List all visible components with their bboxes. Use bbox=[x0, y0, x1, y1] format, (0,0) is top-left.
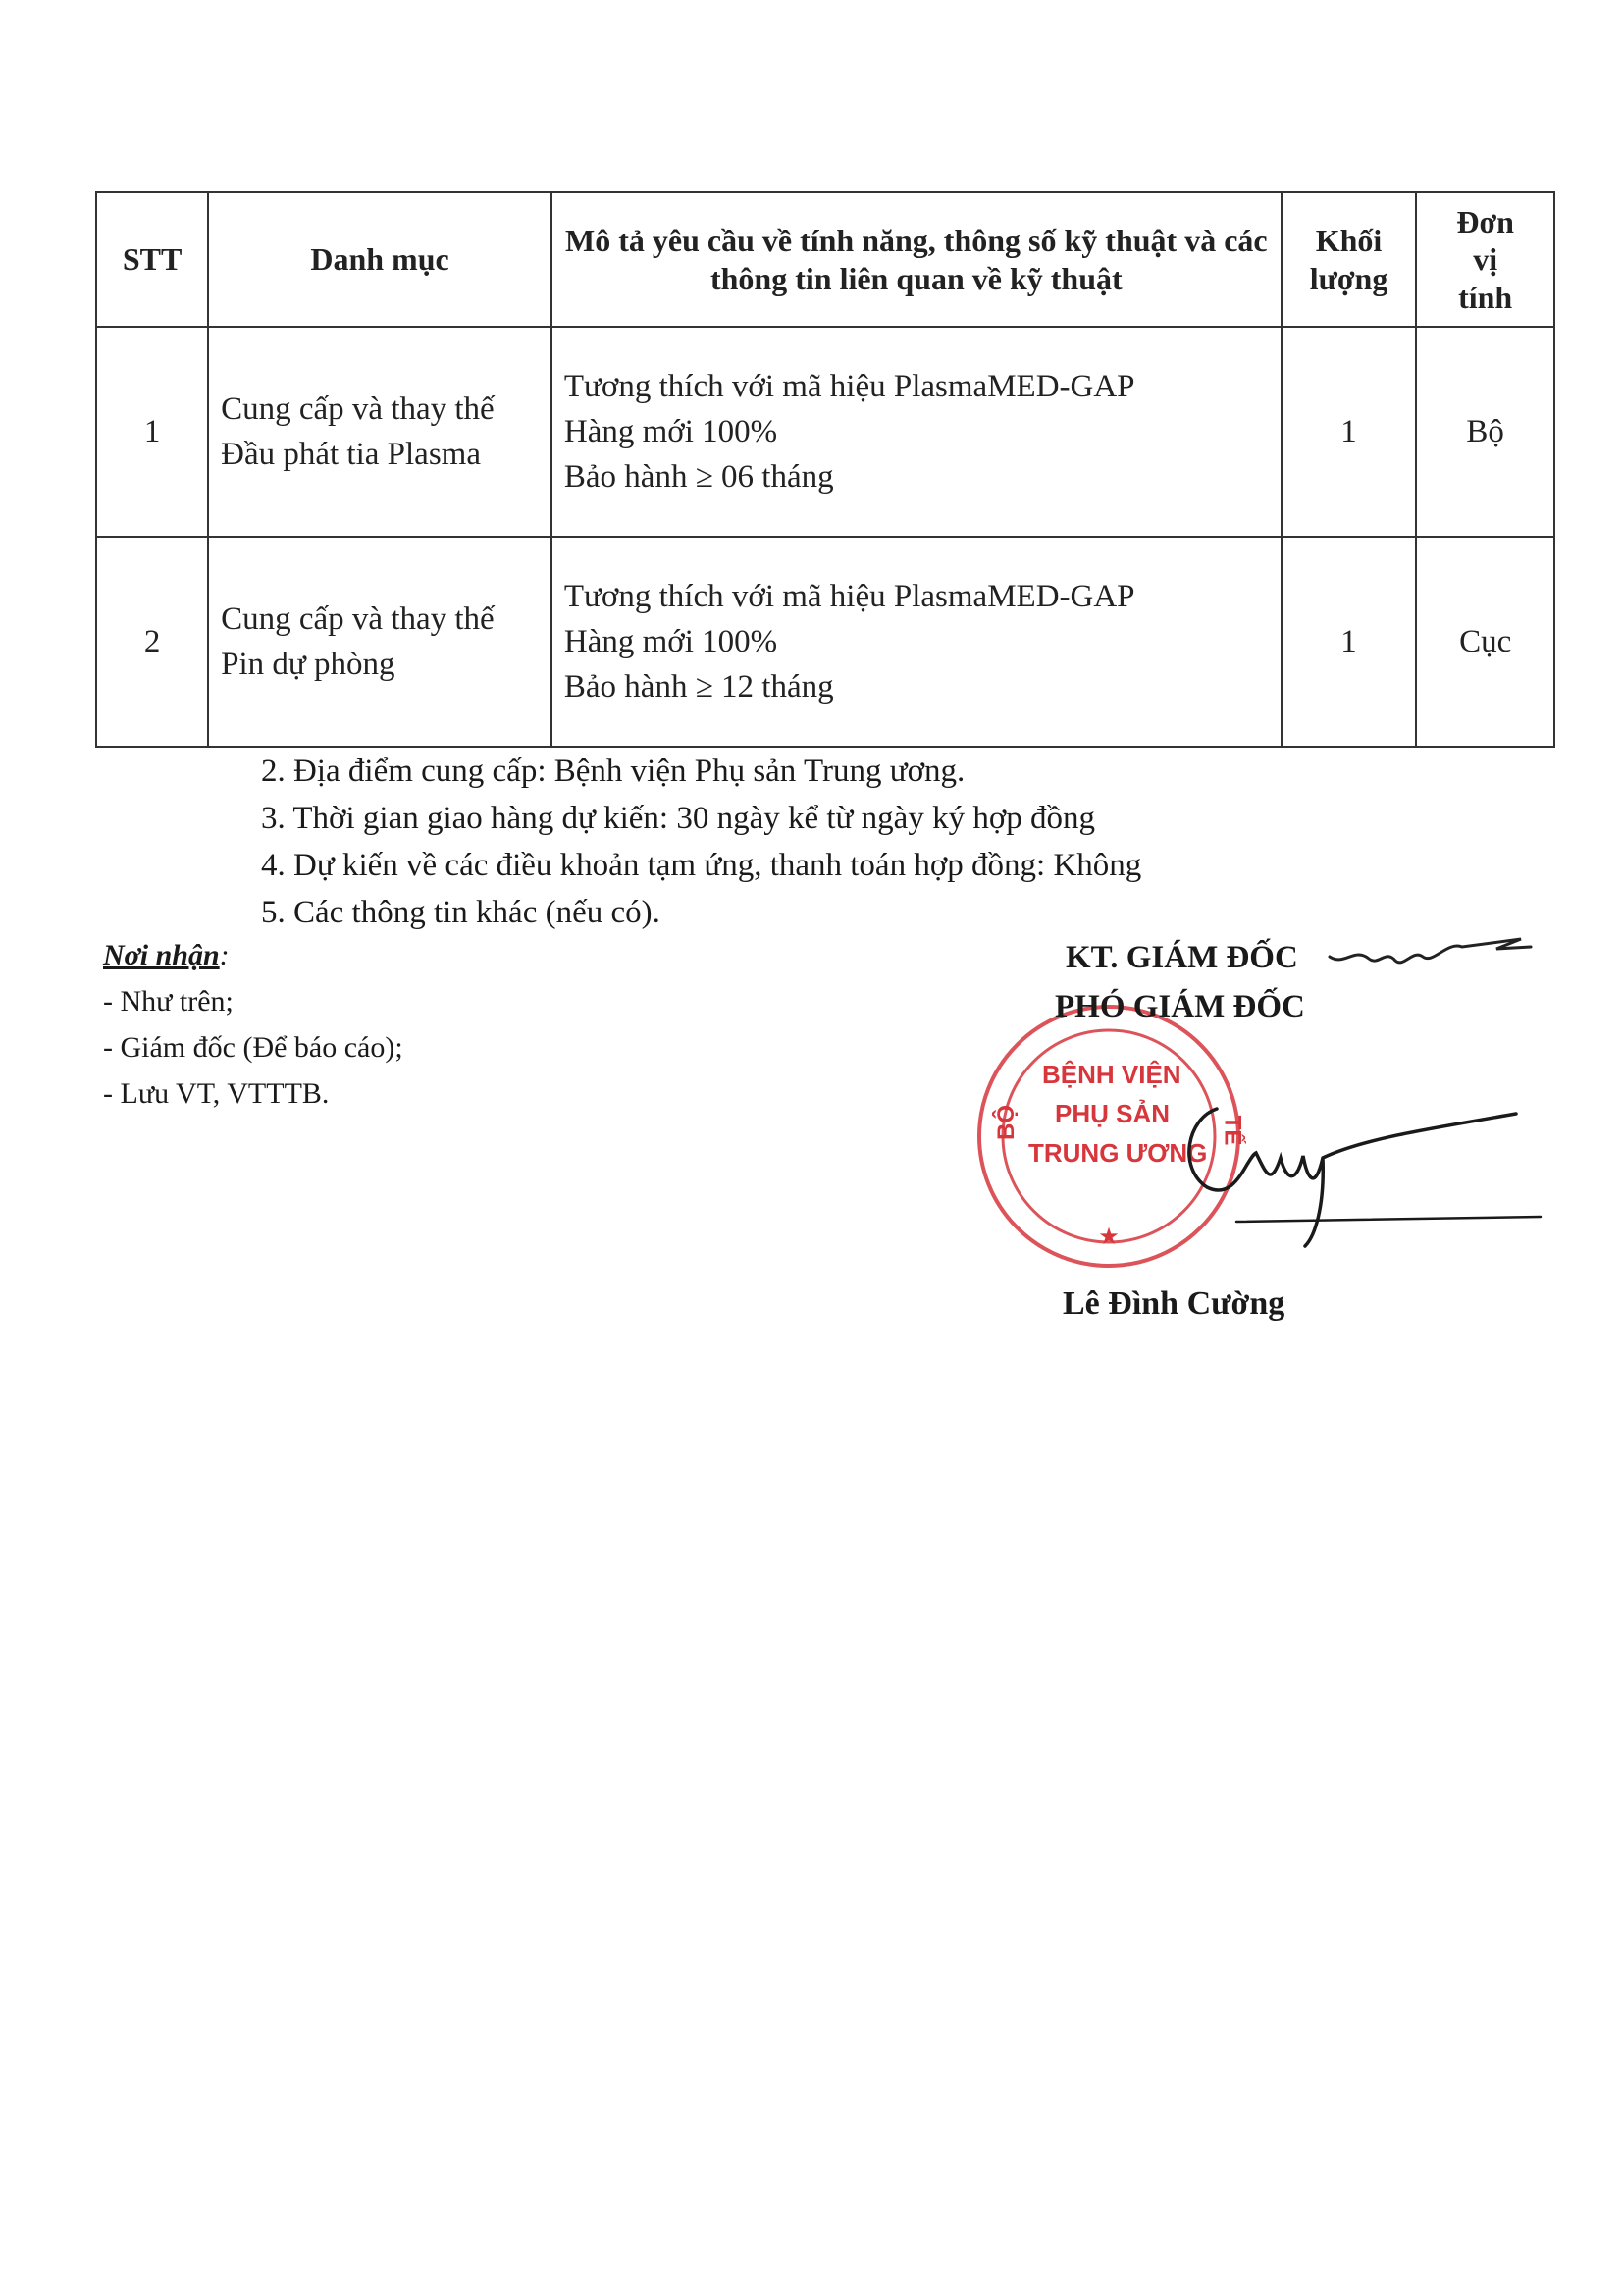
note-item: 3. Thời gian giao hàng dự kiến: 30 ngày kể từ ngày ký hợp đồng bbox=[261, 801, 1096, 836]
header-stt: STT bbox=[96, 192, 208, 327]
cell-danh-muc bbox=[208, 327, 551, 537]
signer-name: Lê Đình Cường bbox=[1063, 1285, 1285, 1322]
cell-text-line: Đầu phát tia Plasma bbox=[221, 437, 481, 472]
cell-mo-ta bbox=[551, 537, 1282, 747]
recipients-heading bbox=[103, 932, 403, 978]
cell-stt: 2 bbox=[96, 537, 208, 747]
cell-text-line: Hàng mới 100% bbox=[563, 413, 778, 449]
notes-list bbox=[261, 748, 1141, 936]
cell-text-line: Tương thích với mã hiệu PlasmaMED-GAP bbox=[563, 368, 1135, 404]
cell-stt: 1 bbox=[96, 327, 208, 537]
paraph-mark bbox=[1325, 927, 1541, 986]
cell-don-vi: Bộ bbox=[1416, 327, 1554, 537]
cell-text-line: Tương thích với mã hiệu PlasmaMED-GAP bbox=[563, 578, 1135, 614]
cell-don-vi: Cục bbox=[1416, 537, 1554, 747]
cell-text-line: Pin dự phòng bbox=[221, 647, 395, 682]
cell-text-line: Bảo hành ≥ 06 tháng bbox=[563, 459, 834, 496]
header-don-line: Đơn bbox=[1456, 203, 1514, 239]
cell-text-line: Bảo hành ≥ 12 tháng bbox=[563, 669, 834, 705]
cell-khoi-luong: 1 bbox=[1282, 327, 1417, 537]
header-don-line: tính bbox=[1458, 279, 1513, 315]
note-item: 2. Địa điểm cung cấp: Bệnh viện Phụ sản Trung ương. bbox=[261, 754, 966, 789]
recipient-item: - Như trên; bbox=[103, 985, 234, 1018]
stamp-text-line: TRUNG ƯƠNG bbox=[1028, 1138, 1208, 1168]
recipients-title-suffix: : bbox=[219, 939, 230, 971]
header-danh-muc: Danh mục bbox=[208, 192, 551, 327]
header-mo-ta-line: thông tin liên quan về kỹ thuật bbox=[709, 260, 1123, 296]
header-khoi-luong bbox=[1282, 192, 1417, 327]
header-don-vi-tinh bbox=[1416, 192, 1554, 327]
header-khoi-line: Khối bbox=[1315, 223, 1383, 259]
header-don-line: vị bbox=[1473, 241, 1498, 278]
recipients-block bbox=[103, 932, 403, 1117]
header-khoi-line: lượng bbox=[1309, 260, 1388, 296]
cell-text-line: Hàng mới 100% bbox=[563, 623, 778, 659]
header-mo-ta-line: Mô tả yêu cầu về tính năng, thông số kỹ thuật và các bbox=[565, 223, 1268, 259]
note-item: 4. Dự kiến về các điều khoản tạm ứng, thanh toán hợp đồng: Không bbox=[261, 848, 1142, 883]
stamp-side-text: TẾ bbox=[1219, 1115, 1246, 1146]
signature-title-kt: KT. GIÁM ĐỐC bbox=[1066, 940, 1298, 975]
signature-title-pho: PHÓ GIÁM ĐỐC bbox=[1055, 989, 1305, 1024]
cell-mo-ta bbox=[551, 327, 1282, 537]
table-row bbox=[96, 327, 1554, 537]
recipients-title: Nơi nhận bbox=[103, 939, 220, 971]
handwritten-signature bbox=[1178, 1079, 1550, 1256]
cell-danh-muc bbox=[208, 537, 551, 747]
stamp-text-line: BỆNH VIỆN bbox=[1042, 1060, 1181, 1089]
stamp-side-text: BỘ bbox=[993, 1105, 1020, 1140]
cell-text-line: Cung cấp và thay thế bbox=[221, 600, 495, 637]
stamp-star: ★ bbox=[1098, 1225, 1120, 1250]
note-item: 5. Các thông tin khác (nếu có). bbox=[261, 895, 660, 930]
cell-khoi-luong: 1 bbox=[1282, 537, 1417, 747]
table-row bbox=[96, 537, 1554, 747]
recipient-item: - Lưu VT, VTTTB. bbox=[103, 1077, 330, 1110]
specification-table bbox=[95, 191, 1555, 748]
table-header-row bbox=[96, 192, 1554, 327]
header-mo-ta bbox=[551, 192, 1282, 327]
cell-text-line: Cung cấp và thay thế bbox=[221, 391, 495, 427]
recipient-item: - Giám đốc (Để báo cáo); bbox=[103, 1031, 403, 1064]
stamp-text-line: PHỤ SẢN bbox=[1055, 1099, 1171, 1128]
